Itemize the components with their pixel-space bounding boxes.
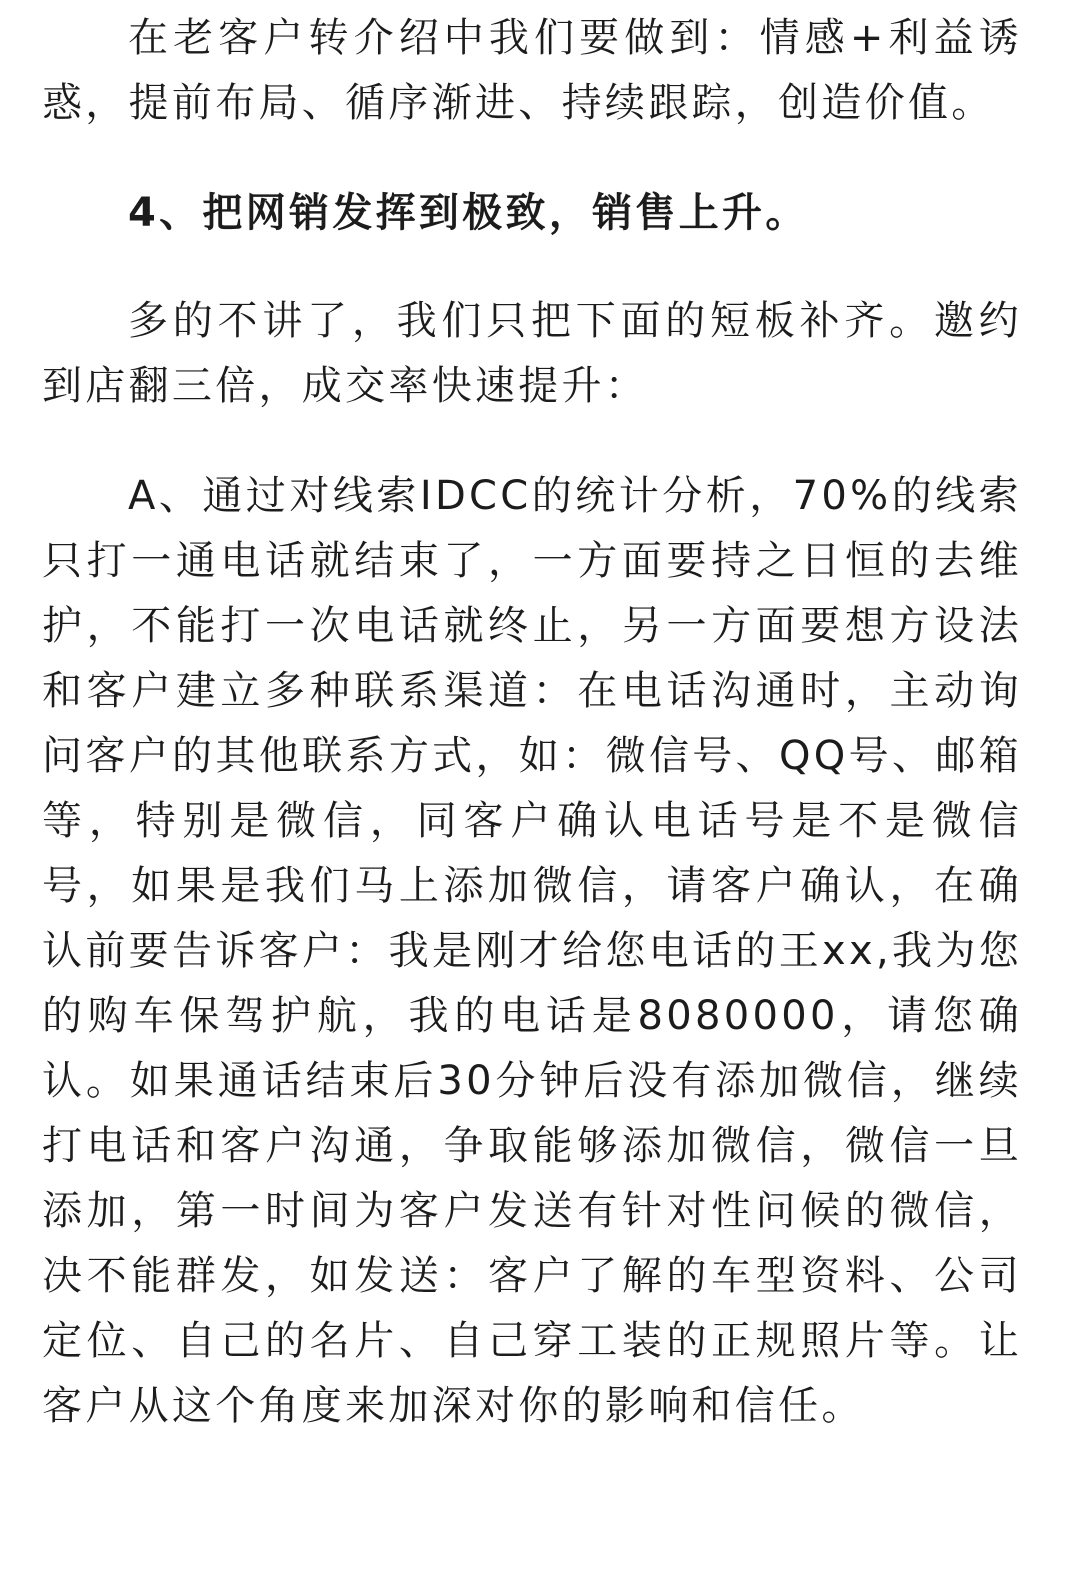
- section-heading-online-sales: 4、把网销发挥到极致，销售上升。: [128, 190, 809, 236]
- paragraph-referral-summary: 在老客户转介绍中我们要做到：情感+利益诱惑，提前布局、循序渐进、持续跟踪，创造价值。: [42, 15, 1022, 126]
- paragraph-shortcomings: 多的不讲了，我们只把下面的短板补齐。邀约到店翻三倍，成交率快速提升：: [42, 298, 1022, 409]
- paragraph-point-a: A、通过对线索IDCC的统计分析，70%的线索只打一通电话就结束了，一方面要持之日恒的去维护，不能打一次电话就终止，另一方面要想方设法和客户建立多种联系渠道：在电话沟通时，主动询问客户的其他联系方式，如：微信号、QQ号、邮箱等，特别是微信，同客户确认电话号是不是微信号，如果是我们马上添加微信，请客户确认，在确认前要告诉客户：我是刚才给您电话的王xx,我为您的购车保驾护航，我的电话是8080000，请您确认。如果通话结束后30分钟后没有添加微信，继续打电话和客户沟通，争取能够添加微信，微信一旦添加，第一时间为客户发送有针对性问候的微信，决不能群发，如发送：客户了解的车型资料、公司定位、自己的名片、自己穿工装的正规照片等。让客户从这个角度来加深对你的影响和信任。: [42, 473, 1022, 1429]
